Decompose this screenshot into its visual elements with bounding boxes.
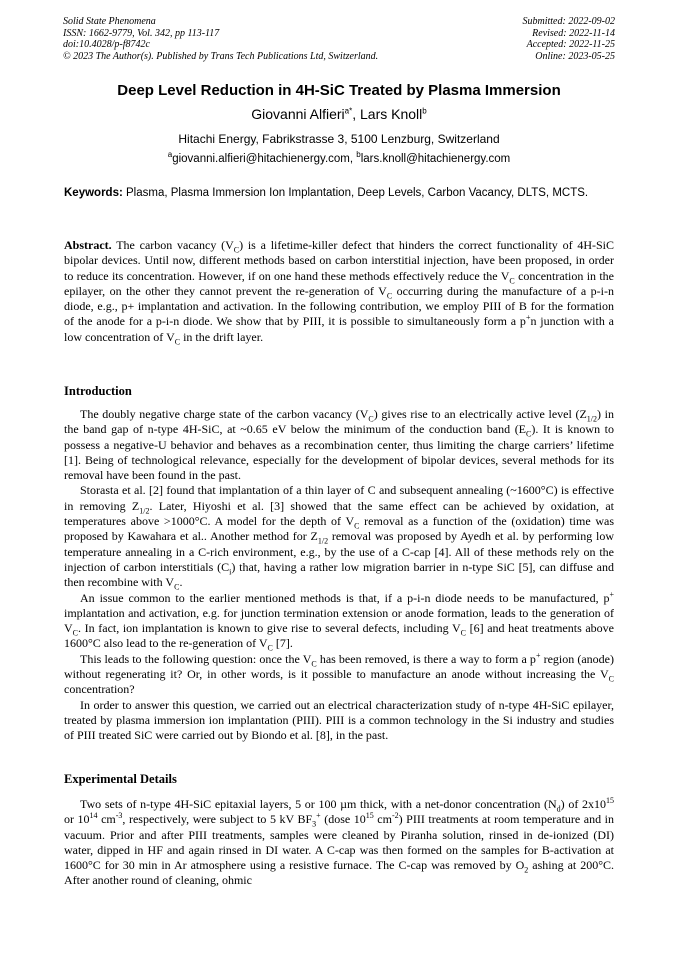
email-2-mark: b (356, 150, 361, 160)
abstract-text: ) is a lifetime-killer defect that hinders the correct functionality of 4H-SiC bipolar devices. Until now, different methods based on carbon interstitial injection, have been proposed, in order to reduce its concentration. However, if on one hand these methods effectively reduce the V (64, 238, 614, 283)
subscript: 2 (524, 865, 529, 875)
intro-paragraph-3 (64, 591, 614, 652)
text: [6] and heat treatments above 1600°C also lead to the re-generation of V (64, 621, 615, 651)
subscript: C (608, 674, 614, 684)
submitted-date: Submitted: 2022-09-02 (522, 16, 615, 27)
experimental-heading: Experimental Details (64, 772, 177, 786)
text: region (anode) without regenerating it? Or, in other words, is it possible to manufacture an anode without increasing the V (64, 651, 614, 682)
text: or 10 (64, 812, 90, 827)
intro-paragraph-4 (64, 652, 614, 698)
subscript: C (174, 582, 180, 592)
text: , respectively, were subject to 5 kV BF (122, 812, 313, 827)
email-1-mark: a (167, 150, 173, 160)
superscript: -2 (391, 811, 399, 821)
superscript: + (316, 811, 321, 821)
text: ) gives rise to an electrically active level (Z (373, 407, 587, 421)
text: ). It is known to possess a negative-U behavior and behaves as a recombination center, thus limiting the charge carriers’ lifetime [1]. Being of technological relevance, especially for the development of bipolar devices, several methods for its removal have been found in the past. (64, 422, 614, 483)
abstract-text: n junction with a low concentration of V (64, 314, 614, 344)
subscript: C (233, 245, 240, 255)
introduction-heading: Introduction (64, 384, 132, 398)
text: ) of 2x10 (560, 797, 607, 811)
text: removal as a function of the (oxidation) time was proposed by Kawahara et al.. Another method for Z (64, 514, 614, 544)
emails (0, 150, 678, 165)
subscript: 1/2 (139, 506, 150, 516)
text: . (179, 575, 183, 590)
superscript: + (535, 650, 541, 660)
authors (0, 106, 678, 122)
abstract-text: occurring during the manufacture of a p-i-n diode, e.g., p+ implantation and activation. In the following contribution, we employ PIII of B for the formation of the anode for a p-i-n diode. We show that by PIII, it is possible to simultaneously form a p (64, 283, 614, 329)
superscript: -3 (115, 811, 123, 821)
subscript: i (229, 567, 232, 577)
subscript: C (354, 521, 360, 531)
copyright: © 2023 The Author(s). Published by Trans Tech Publications Ltd, Switzerland. (63, 50, 379, 62)
subscript: C (460, 628, 466, 638)
subscript: 1/2 (317, 536, 329, 546)
text: This leads to the following question: once the V (80, 651, 312, 666)
subscript: C (267, 643, 273, 653)
subscript: d (556, 804, 561, 814)
text: removal was proposed by Ayedh et al. by performing low temperature annealing in a C-rich environment, e.g., by the use of a C-cap [4]. All of these methods rely on the injection of carbon interstitials (C (64, 529, 615, 574)
abstract-text: The carbon vacancy (V (111, 238, 234, 252)
intro-paragraph-2 (64, 483, 614, 590)
text: ) in the band gap of n-type 4H-SiC, at ~0.65 eV below the minimum of the conduction band (E (64, 407, 615, 437)
subscript: C (174, 337, 181, 347)
abstract-text: in the drift layer. (180, 329, 264, 344)
paper-title: Deep Level Reduction in 4H-SiC Treated by Plasma Immersion (117, 82, 561, 99)
keywords (64, 186, 614, 201)
journal-header (63, 16, 463, 62)
subscript: C (368, 414, 374, 424)
keywords-text: Plasma, Plasma Immersion Ion Implantation, Deep Levels, Carbon Vacancy, DLTS, MCTS. (122, 187, 589, 199)
text: The doubly negative charge state of the carbon vacancy (V (80, 407, 369, 421)
keywords-label: Keywords: (64, 187, 123, 199)
abstract (64, 238, 614, 345)
text: An issue common to the earlier mentioned methods is that, if a p-i-n diode needs to be manufactured, p (80, 590, 610, 605)
text: has been removed, is there a way to form a p (316, 651, 536, 666)
author-1-mark: a* (344, 106, 353, 116)
superscript: + (609, 589, 614, 599)
intro-paragraph-1 (64, 407, 614, 483)
abstract-label: Abstract. (64, 238, 112, 252)
abstract-text: concentration in the epilayer, on the other they cannot prevent the re-generation of V (64, 268, 615, 298)
email-1[interactable]: giovanni.alfieri@hitachienergy.com, (172, 153, 357, 165)
subscript: C (526, 429, 532, 439)
online-date: Online: 2023-05-25 (535, 50, 615, 62)
subscript: 1/2 (586, 414, 598, 424)
text: . Later, Hiyoshi et al. [3] showed that the same effect can be achieved by oxidation, at temperatures above >1000°C. A model for the depth of V (64, 498, 614, 529)
text: ashing at 200°C. After another round of cleaning, ohmic (64, 858, 614, 888)
subscript: C (311, 659, 317, 669)
issn: ISSN: 1662-9779, Vol. 342, pp 113-117 (63, 27, 220, 39)
doi: doi:10.4028/p-f8742c (63, 39, 150, 50)
text: Storasta et al. [2] found that implantation of a thin layer of C and subsequent annealing (~1600°C) is effective in removing Z (64, 483, 614, 513)
subscript: C (509, 275, 515, 285)
text: cm (97, 812, 116, 827)
dates-header (415, 16, 615, 62)
text: (dose 10 (320, 812, 366, 827)
superscript: 14 (89, 811, 98, 821)
text: ) PIII treatments at room temperature and in vacuum. Prior and after PIII treatments, samples were cleaned by Piranha solution, rinsed in de-ionized (DI) water, dipped in HF and again rinsed in DI water. A C-cap was then formed on the samples for B-activation at 1600°C for 30 min in Ar atmosphere using a resistive furnace. The C-cap was removed by O (64, 812, 614, 873)
accepted-date: Accepted: 2022-11-25 (526, 39, 615, 50)
revised-date: Revised: 2022-11-14 (532, 27, 615, 39)
affiliation: Hitachi Energy, Fabrikstrasse 3, 5100 Lenzburg, Switzerland (178, 132, 500, 146)
subscript: 3 (312, 819, 317, 829)
text: concentration? (64, 682, 135, 697)
exp-paragraph-1 (64, 797, 614, 889)
text: [7]. (272, 636, 293, 651)
text: . In fact, ion implantation is known to give rise to several defects, including V (78, 621, 461, 636)
text: Two sets of n-type 4H-SiC epitaxial layers, 5 or 100 µm thick, with a net-donor concentration (N (80, 797, 557, 811)
subscript: C (386, 291, 393, 301)
superscript: + (525, 313, 531, 323)
intro-paragraph-5: In order to answer this question, we carried out an electrical characterization study of n-type 4H-SiC epilayer, treated by plasma immersion ion implantation (PIII). PIII is a common technology in the Si industry and studies of PIII treated SiC were carried out by Biondo et al. [8], in the past. (64, 697, 614, 743)
superscript: 15 (606, 796, 615, 805)
superscript: 15 (365, 811, 374, 821)
author-1: Giovanni Alfieri (251, 106, 345, 122)
experimental-body (64, 797, 614, 889)
author-separator: , (352, 106, 360, 122)
subscript: C (72, 628, 79, 638)
journal-name: Solid State Phenomena (63, 16, 156, 27)
author-2: Lars Knoll (360, 106, 423, 122)
text: implantation and activation, e.g. for junction termination extension or anode formation, leads to the generation of V (64, 605, 614, 636)
text: ) that, having a rather low migration barrier in n-type SiC [5], can diffuse and then recombine with V (64, 559, 614, 590)
introduction-body (64, 407, 614, 744)
text: cm (373, 812, 392, 827)
author-2-mark: b (422, 106, 427, 116)
email-2[interactable]: lars.knoll@hitachienergy.com (360, 153, 511, 165)
